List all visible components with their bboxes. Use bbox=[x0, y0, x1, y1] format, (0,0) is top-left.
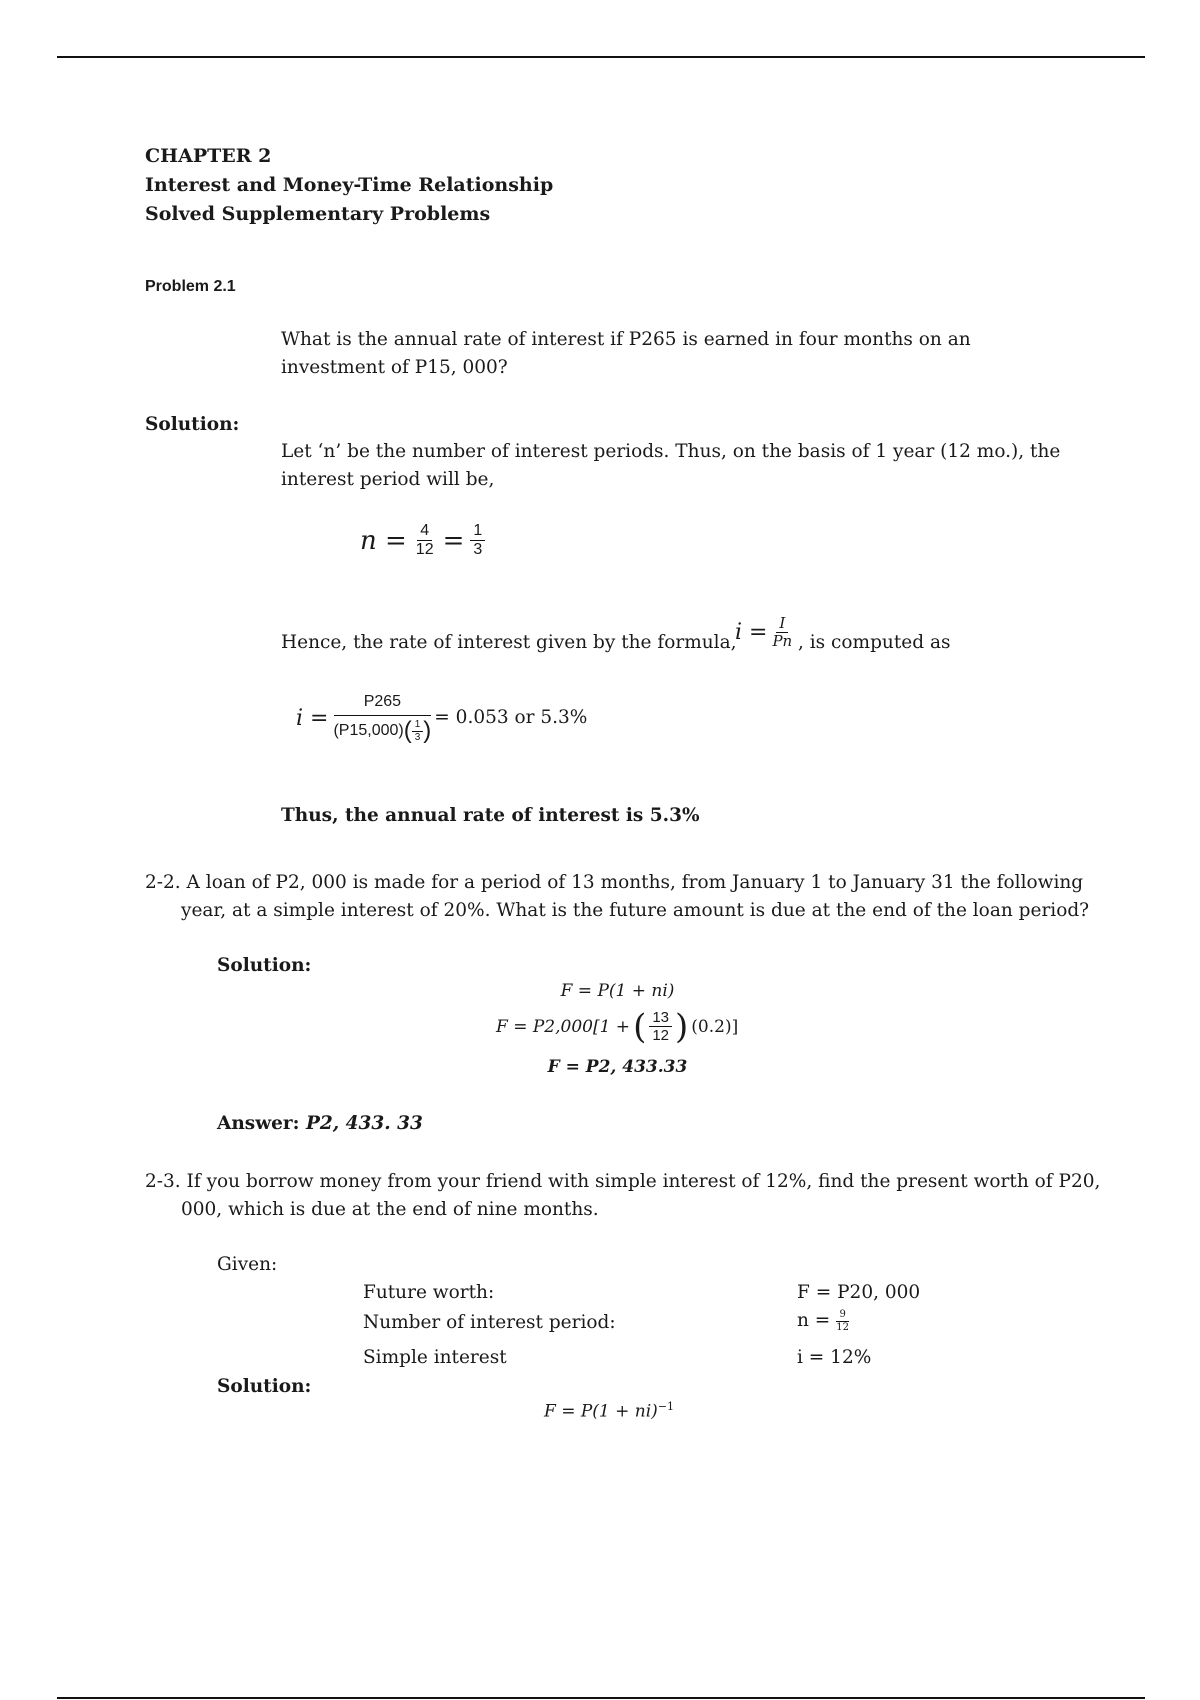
eq-n-fraction-2 bbox=[470, 522, 485, 560]
eq-i-den-fraction bbox=[412, 719, 424, 743]
eq-i-lhs: i = bbox=[296, 705, 329, 731]
eq-i-den-num: 1 bbox=[412, 719, 424, 732]
given-row-2-label: Number of interest period: bbox=[363, 1312, 616, 1333]
problem-2-2-eq2 bbox=[496, 1006, 739, 1047]
problem-2-1-solution-label: Solution: bbox=[145, 414, 240, 435]
eq2-den: 12 bbox=[652, 1027, 670, 1045]
eq-i-den-main: (P15,000) bbox=[333, 722, 404, 740]
eq-n-f2-num: 1 bbox=[470, 522, 485, 541]
problem-2-2-eq3: F = P2, 433.33 bbox=[547, 1057, 688, 1077]
eq-n-fraction-1 bbox=[413, 522, 437, 560]
equation-i bbox=[296, 693, 587, 743]
chapter-title: Interest and Money-Time Relationship bbox=[145, 174, 554, 196]
formula-i-fraction bbox=[769, 615, 795, 651]
formula-i-num: I bbox=[776, 615, 788, 633]
problem-2-2-text-line2: year, at a simple interest of 20%. What is the future amount is due at the end of the loan period? bbox=[181, 900, 1090, 921]
p23-eq1-main: F = P(1 + ni) bbox=[544, 1401, 658, 1422]
p23-eq1-sup: −1 bbox=[657, 1400, 675, 1413]
given-row-3-value: i = 12% bbox=[797, 1347, 872, 1368]
problem-2-3-solution-label: Solution: bbox=[217, 1376, 312, 1397]
given-row-1-value: F = P20, 000 bbox=[797, 1282, 921, 1303]
eq-n-equals: = bbox=[442, 525, 465, 556]
bottom-rule bbox=[57, 1697, 1145, 1699]
hence-text: Hence, the rate of interest given by the formula, bbox=[281, 632, 737, 653]
problem-2-2-eq1: F = P(1 + ni) bbox=[560, 981, 675, 1001]
eq2-num: 13 bbox=[649, 1009, 672, 1027]
formula-i-den: Pn bbox=[772, 632, 793, 651]
eq2-close-paren: ) bbox=[675, 1006, 689, 1047]
eq2-start: F = P2,000[1 + bbox=[496, 1016, 631, 1037]
problem-2-1-label: Problem 2.1 bbox=[145, 278, 236, 295]
eq-n-f2-den: 3 bbox=[473, 541, 483, 559]
answer-label: Answer: bbox=[217, 1113, 300, 1134]
computed-text: , is computed as bbox=[798, 632, 951, 653]
chapter-subtitle: Solved Supplementary Problems bbox=[145, 203, 491, 225]
given-row-2-num: 9 bbox=[836, 1309, 848, 1322]
given-row-2-den: 12 bbox=[836, 1321, 850, 1333]
eq-i-den-close-paren: ) bbox=[423, 717, 432, 745]
problem-2-1-conclusion: Thus, the annual rate of interest is 5.3% bbox=[281, 805, 700, 826]
chapter-number: CHAPTER 2 bbox=[145, 145, 272, 167]
eq-i-den-den: 3 bbox=[414, 731, 421, 743]
problem-2-1-question-line1: What is the annual rate of interest if P265 is earned in four months on an bbox=[281, 329, 971, 350]
eq-i-fraction bbox=[330, 693, 434, 743]
formula-i-lhs: i = bbox=[735, 620, 768, 646]
formula-i bbox=[735, 615, 795, 651]
problem-2-3-text-line2: 000, which is due at the end of nine months. bbox=[181, 1199, 599, 1220]
problem-2-1-text-line1: Let ‘n’ be the number of interest periods. Thus, on the basis of 1 year (12 mo.), the bbox=[281, 441, 1061, 462]
problem-2-2-answer bbox=[217, 1110, 423, 1138]
problem-2-3-text-line1: 2-3. If you borrow money from your friend with simple interest of 12%, find the present worth of P20, bbox=[145, 1171, 1101, 1192]
eq-n-f1-den: 12 bbox=[415, 541, 434, 559]
problem-2-1-question-line2: investment of P15, 000? bbox=[281, 357, 508, 378]
problem-2-1-text-line2: interest period will be, bbox=[281, 469, 495, 490]
eq-i-num: P265 bbox=[334, 693, 431, 716]
problem-2-3-given-label: Given: bbox=[217, 1254, 278, 1275]
eq-n-f1-num: 4 bbox=[417, 522, 432, 541]
eq-n-lhs: n = bbox=[360, 525, 407, 556]
eq-i-result: = 0.053 or 5.3% bbox=[434, 707, 588, 729]
problem-2-3-eq1 bbox=[544, 1400, 674, 1422]
eq2-fraction bbox=[649, 1009, 672, 1045]
eq-i-den bbox=[330, 716, 434, 743]
eq2-open-paren: ( bbox=[633, 1006, 647, 1047]
answer-value: P2, 433. 33 bbox=[305, 1113, 423, 1134]
given-row-3-label: Simple interest bbox=[363, 1347, 507, 1368]
given-row-2-lhs: n = bbox=[797, 1310, 831, 1331]
given-row-1-label: Future worth: bbox=[363, 1282, 495, 1303]
problem-2-2-text-line1: 2-2. A loan of P2, 000 is made for a period of 13 months, from January 1 to January 31 the following bbox=[145, 872, 1084, 893]
given-row-2-value bbox=[797, 1307, 852, 1335]
equation-n bbox=[360, 522, 485, 560]
eq2-end: (0.2)] bbox=[691, 1016, 739, 1037]
problem-2-2-solution-label: Solution: bbox=[217, 955, 312, 976]
top-rule bbox=[57, 56, 1145, 58]
eq-i-den-open-paren: ( bbox=[403, 717, 412, 745]
given-row-2-fraction bbox=[833, 1309, 852, 1333]
